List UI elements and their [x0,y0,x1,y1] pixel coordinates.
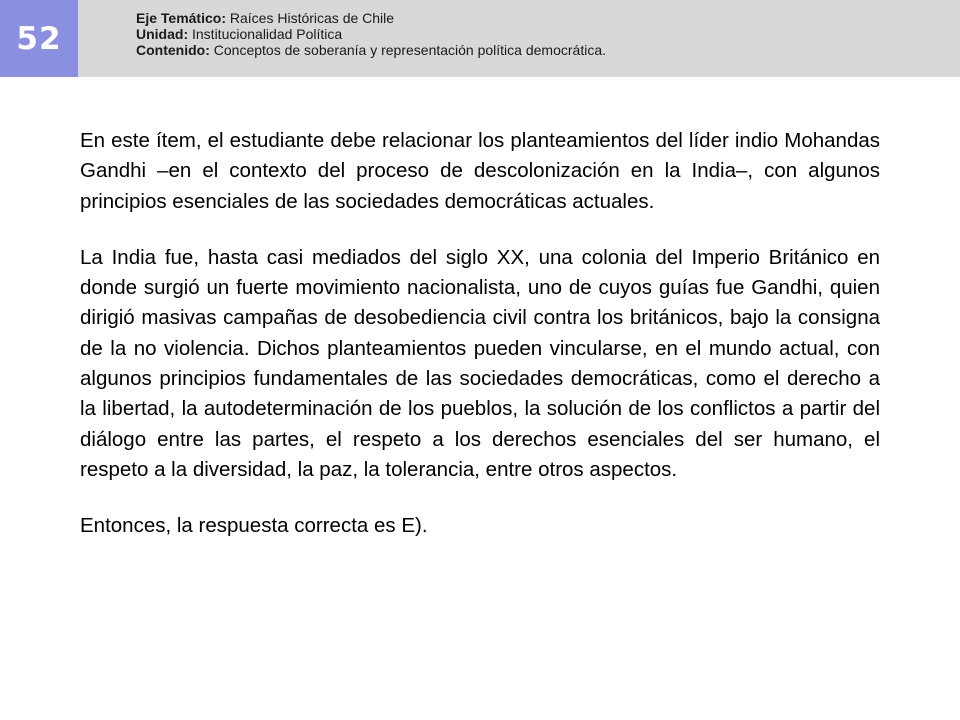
eje-tematico-value: Raíces Históricas de Chile [229,10,395,26]
unidad-label: Unidad: [136,26,189,42]
paragraph-intro: En este ítem, el estudiante debe relacionar los planteamientos del líder indio Mohandas Gandhi –en el contexto del proceso de descolonización en la India–, con algunos principios esenciales de las sociedades democráticas actuales. [80,129,880,213]
paragraph-context: La India fue, hasta casi mediados del siglo XX, una colonia del Imperio Británico en donde surgió un fuerte movimiento nacionalista, uno de cuyos guías fue Gandhi, quien dirigió masivas campañas de desobediencia civil contra los británicos, bajo la consigna de la no violencia. Dichos planteamientos pueden vincularse, en el mundo actual, con algunos principios fundamentales de las sociedades democráticas, como el derecho a la libertad, la autodeterminación de los pueblos, la solución de los conflictos a partir del diálogo entre las partes, el respeto a los derechos esenciales del ser humano, el respeto a la diversidad, la paz, la tolerancia, entre otros aspectos. [80,245,880,481]
explanation-body [80,126,880,568]
paragraph-answer: Entonces, la respuesta correcta es E). [80,514,428,538]
unidad-row [136,26,936,42]
header-bar [0,0,960,77]
item-number: 52 [16,20,62,57]
contenido-value: Conceptos de soberanía y representación política democrática. [213,42,606,58]
item-number-badge [0,0,78,77]
contenido-label: Contenido: [136,42,210,58]
unidad-value: Institucionalidad Política [192,26,343,42]
header-metadata [136,10,936,58]
eje-tematico-row [136,10,936,26]
contenido-row [136,42,936,58]
eje-tematico-label: Eje Temático: [136,10,226,26]
